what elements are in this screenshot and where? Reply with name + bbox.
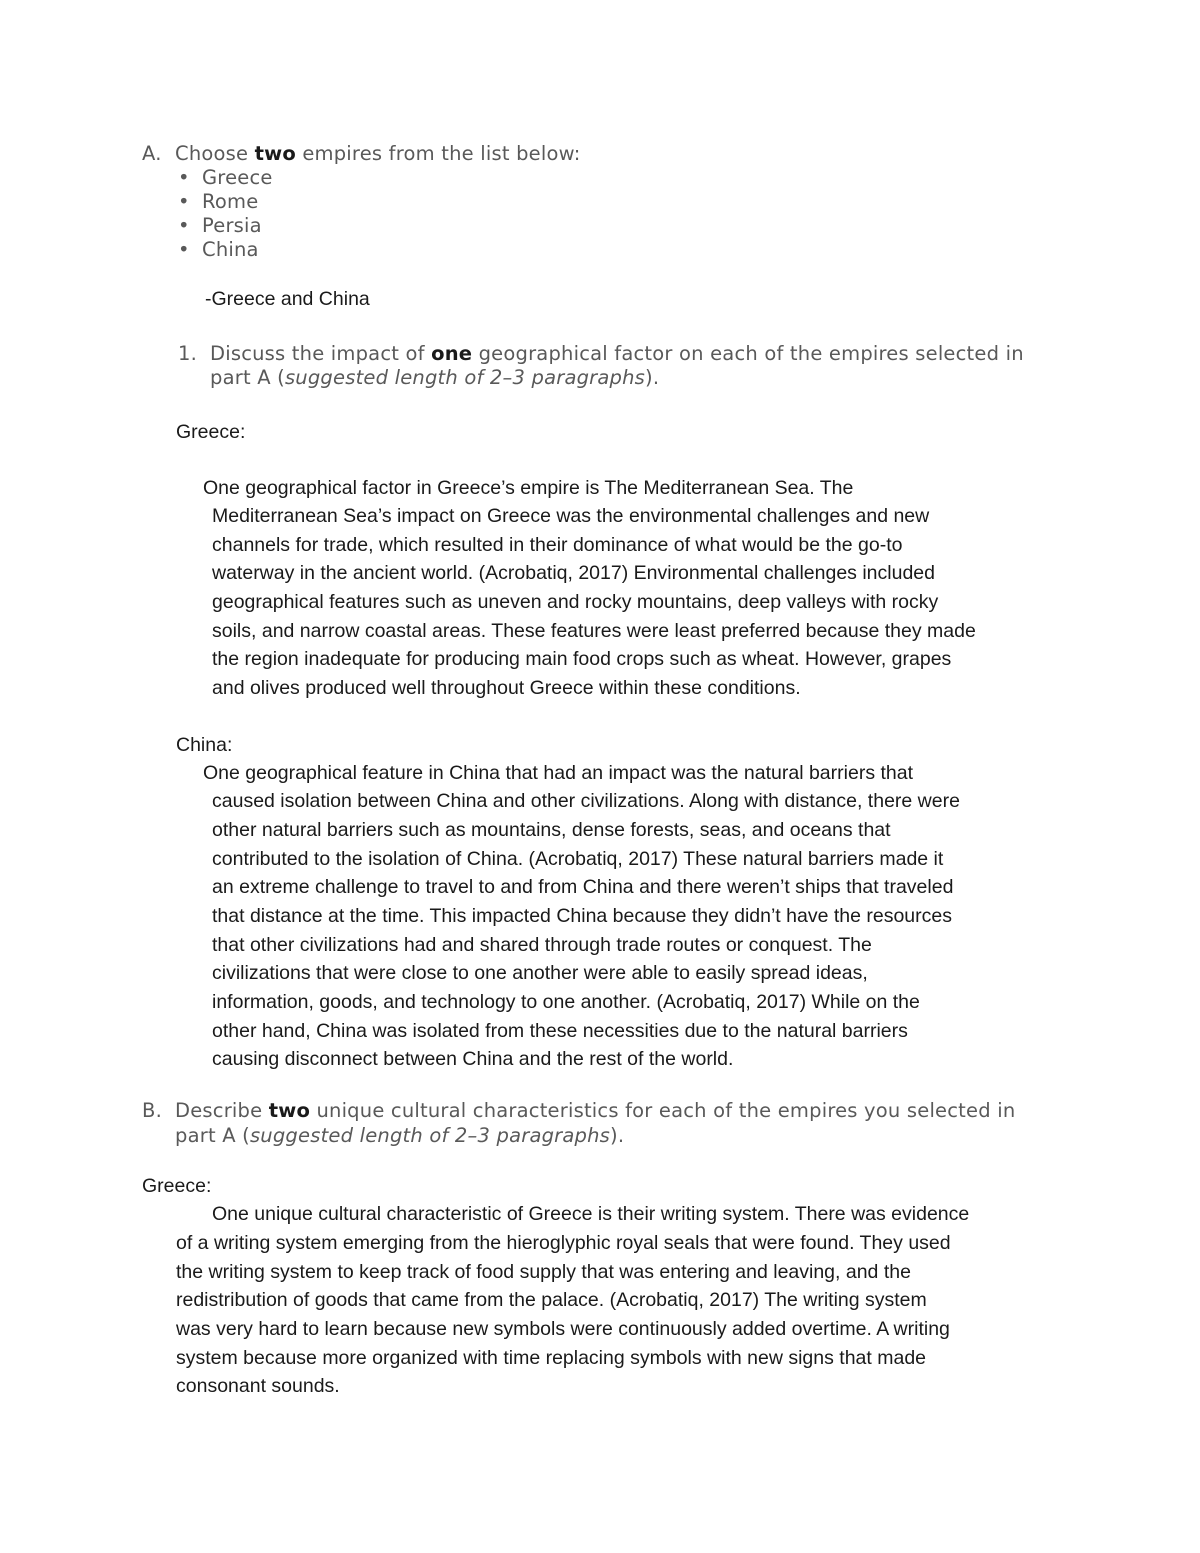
paragraph-line: information, goods, and technology to one another. (Acrobatiq, 2017) While on the [212,991,920,1013]
paragraph-line: the writing system to keep track of food supply that was entering and leaving, and the [176,1261,911,1283]
empire-option: Greece [202,166,273,189]
paragraph-line: was very hard to learn because new symbols were continuously added overtime. A writing [176,1318,950,1340]
bullet-icon: • [178,238,190,261]
bullet-icon: • [178,166,190,189]
question-1-marker: 1. [178,342,198,365]
paragraph-line: the region inadequate for producing main food crops such as wheat. However, grapes [212,648,952,670]
paragraph-line: consonant sounds. [176,1375,340,1397]
paragraph-line: other hand, China was isolated from these necessities due to the natural barriers [212,1020,908,1042]
paragraph-line: civilizations that were close to one another were able to easily spread ideas, [212,962,868,984]
paragraph-line: an extreme challenge to travel to and from China and there weren’t ships that traveled [212,876,954,898]
paragraph-line: channels for trade, which resulted in their dominance of what would be the go-to [212,534,903,556]
paragraph-line: caused isolation between China and other civilizations. Along with distance, there were [212,790,960,812]
paragraph-line: causing disconnect between China and the rest of the world. [212,1048,734,1070]
paragraph-line: One unique cultural characteristic of Greece is their writing system. There was evidence [212,1203,970,1225]
bullet-icon: • [178,190,190,213]
paragraph-line: other natural barriers such as mountains, dense forests, seas, and oceans that [212,819,891,841]
part-b-line-2: part A (suggested length of 2–3 paragraphs). [175,1124,625,1147]
greece-heading: Greece: [176,421,246,443]
paragraph-line: geographical features such as uneven and rocky mountains, deep valleys with rocky [212,591,939,613]
paragraph-line: soils, and narrow coastal areas. These features were least preferred because they made [212,620,976,642]
paragraph-line: and olives produced well throughout Greece within these conditions. [212,677,801,699]
paragraph-line: of a writing system emerging from the hieroglyphic royal seals that were found. They used [176,1232,951,1254]
bullet-icon: • [178,214,190,237]
china-heading: China: [176,734,233,756]
paragraph-line: One geographical feature in China that had an impact was the natural barriers that [203,762,914,784]
paragraph-line: One geographical factor in Greece’s empire is The Mediterranean Sea. The [203,477,854,499]
paragraph-line: that distance at the time. This impacted China because they didn’t have the resources [212,905,952,927]
paragraph-line: waterway in the ancient world. (Acrobatiq, 2017) Environmental challenges included [212,562,935,584]
paragraph-line: Mediterranean Sea’s impact on Greece was the environmental challenges and new [212,505,930,527]
empire-option: China [202,238,259,261]
empire-option: Persia [202,214,262,237]
part-b-marker: B. [142,1099,162,1122]
question-1-line-2: part A (suggested length of 2–3 paragraphs). [210,366,660,389]
question-1-line-1: Discuss the impact of one geographical factor on each of the empires selected in [210,342,1024,365]
paragraph-line: redistribution of goods that came from the palace. (Acrobatiq, 2017) The writing system [176,1289,927,1311]
empire-option: Rome [202,190,259,213]
paragraph-line: system because more organized with time replacing symbols with new signs that made [176,1347,927,1369]
greece-culture-heading: Greece: [142,1175,212,1197]
selected-empires: -Greece and China [205,288,370,310]
part-a-prompt: Choose two empires from the list below: [175,142,581,165]
paragraph-line: that other civilizations had and shared through trade routes or conquest. The [212,934,872,956]
part-a-marker: A. [142,142,162,165]
paragraph-line: contributed to the isolation of China. (Acrobatiq, 2017) These natural barriers made it [212,848,944,870]
part-b-line-1: Describe two unique cultural characteristics for each of the empires you selected in [175,1099,1016,1122]
